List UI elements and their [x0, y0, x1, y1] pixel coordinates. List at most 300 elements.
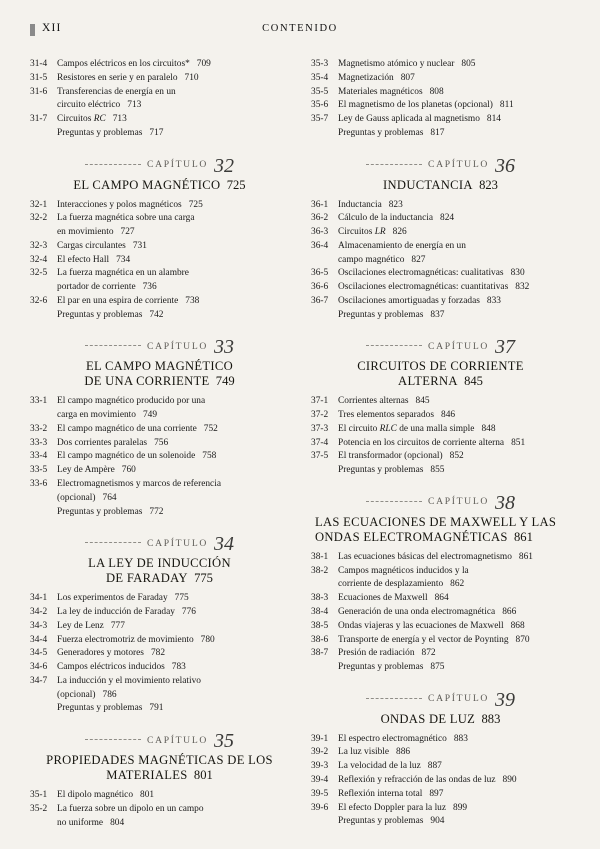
toc-entry-title: Generadores y motores 782	[57, 648, 166, 659]
toc-entry-title: Magnetización 807	[338, 72, 415, 83]
toc-entry[interactable]	[30, 295, 289, 308]
toc-entry-page: 801	[140, 790, 155, 801]
toc-entry[interactable]	[30, 58, 289, 71]
toc-entry-page: 736	[142, 282, 157, 293]
toc-entry-number: 34-2	[30, 606, 48, 617]
toc-entry[interactable]	[30, 267, 289, 280]
toc-entry-title: Tres elementos separados 846	[338, 410, 456, 421]
chapter-entry-group	[311, 733, 570, 828]
toc-entry-title: en movimiento 727	[57, 227, 135, 238]
toc-entry[interactable]	[311, 661, 570, 674]
toc-entry-title: Interacciones y polos magnéticos 725	[57, 199, 203, 210]
toc-entry[interactable]	[311, 606, 570, 619]
toc-entry[interactable]	[30, 127, 289, 140]
toc-entry-page: 883	[453, 733, 468, 744]
toc-entry[interactable]	[30, 409, 289, 422]
toc-entry-number: 38-3	[311, 593, 329, 604]
toc-entry-title: Circuitos RC 713	[57, 114, 127, 125]
toc-entry-number: 39-2	[311, 747, 329, 758]
toc-entry[interactable]	[311, 620, 570, 633]
chapter-heading[interactable]	[30, 336, 289, 389]
chapter-title-page: 775	[187, 571, 213, 586]
toc-entry[interactable]	[311, 58, 570, 71]
toc-entry[interactable]	[311, 551, 570, 564]
toc-entry-page: 887	[427, 761, 442, 772]
toc-entry[interactable]	[311, 733, 570, 746]
toc-entry-title: El circuito RLC de una malla simple 848	[338, 423, 496, 434]
toc-entry[interactable]	[311, 774, 570, 787]
toc-entry-page: 804	[110, 817, 125, 828]
dashed-rule-icon	[85, 164, 141, 166]
toc-entry[interactable]	[311, 254, 570, 267]
chapter-entry-group	[30, 199, 289, 322]
toc-entry-title: Las ecuaciones básicas del electromagnetismo 861	[338, 551, 533, 562]
chapter-entry-group	[311, 199, 570, 322]
toc-entry[interactable]	[311, 212, 570, 225]
toc-entry-page: 758	[202, 451, 217, 462]
toc-entry-title: Ley de Lenz 777	[57, 620, 125, 631]
toc-entry[interactable]	[311, 802, 570, 815]
toc-entry[interactable]	[30, 675, 289, 688]
toc-entry-title: Ley de Gauss aplicada al magnetismo 814	[338, 114, 501, 125]
toc-entry-page: 890	[502, 775, 517, 786]
toc-entry-title: Campos magnéticos inducidos y la	[338, 565, 469, 576]
toc-entry-number: 34-5	[30, 648, 48, 659]
toc-entry-title: campo magnético 827	[338, 254, 426, 265]
toc-entry-page: 848	[481, 423, 496, 434]
toc-entry-title: El efecto Hall 734	[57, 254, 131, 265]
chapter-title[interactable]: LAS ECUACIONES DE MAXWELL Y LAS ONDAS ELECTROMAGNÉTICAS 861	[315, 514, 557, 544]
toc-entry-number: 36-2	[311, 213, 329, 224]
toc-entry[interactable]	[311, 592, 570, 605]
toc-entry-title: Preguntas y problemas 875	[338, 662, 445, 673]
toc-entry-page: 852	[449, 451, 464, 462]
toc-entry-page: 783	[171, 662, 186, 673]
toc-entry-page: 791	[149, 703, 164, 714]
toc-entry[interactable]	[311, 423, 570, 436]
chapter-number: 34	[214, 533, 235, 556]
toc-entry-title: Preguntas y problemas 904	[338, 816, 445, 827]
toc-entry[interactable]	[30, 423, 289, 436]
toc-entry-page: 749	[142, 410, 158, 421]
chapter-label-line	[311, 155, 570, 175]
dashed-rule-icon	[85, 542, 141, 544]
toc-entry[interactable]	[30, 113, 289, 126]
chapter-label: CAPÍTULO	[146, 159, 209, 170]
toc-entry[interactable]	[311, 760, 570, 773]
toc-entry-title: Materiales magnéticos 808	[338, 86, 444, 97]
toc-entry[interactable]	[311, 450, 570, 463]
toc-entry-page: 823	[388, 199, 403, 210]
toc-entry-page: 731	[132, 240, 147, 251]
chapter-label: CAPÍTULO	[427, 693, 490, 705]
toc-entry-number: 38-2	[311, 565, 329, 576]
chapter-label: CAPÍTULO	[146, 340, 209, 352]
toc-entry-number: 37-1	[311, 396, 329, 407]
toc-entry[interactable]	[30, 464, 289, 477]
chapter-label: CAPÍTULO	[427, 340, 490, 352]
toc-entry-page: 727	[120, 227, 135, 238]
dashed-rule-icon	[366, 164, 422, 166]
toc-entry-title: Ley de Ampère 760	[57, 465, 136, 476]
dashed-rule-icon	[366, 501, 422, 503]
toc-entry-title: El dipolo magnético 801	[57, 790, 155, 801]
toc-column-right	[311, 54, 570, 830]
page-folio: XII	[42, 22, 62, 34]
toc-entry-page: 846	[441, 410, 456, 421]
toc-entry[interactable]	[30, 212, 289, 225]
toc-entry[interactable]	[311, 72, 570, 85]
toc-entry-page: 772	[149, 506, 164, 517]
toc-entry-title: Oscilaciones amortiguadas y forzadas 833	[338, 295, 501, 306]
toc-entry-number: 35-1	[30, 790, 48, 801]
toc-entry-page: 738	[185, 295, 200, 306]
chapter-heading[interactable]	[30, 730, 289, 783]
chapter-number: 35	[214, 730, 235, 753]
toc-entry[interactable]	[311, 437, 570, 450]
toc-entry-page: 710	[184, 72, 199, 83]
chapter-heading[interactable]	[30, 533, 289, 586]
chapter-entry-group	[311, 395, 570, 477]
toc-entry-page: 756	[154, 437, 169, 448]
toc-entry[interactable]	[30, 606, 289, 619]
toc-entry-page: 833	[486, 295, 501, 306]
toc-entry-page: 782	[150, 648, 166, 659]
toc-entry-title: La fuerza magnética en un alambre	[57, 268, 189, 279]
toc-entry-page: 725	[188, 199, 203, 210]
chapter-title-page: 801	[187, 768, 213, 783]
toc-column-left	[30, 54, 289, 830]
toc-entry-page: 777	[110, 620, 125, 631]
toc-entry-number: 33-3	[30, 437, 48, 448]
toc-entry[interactable]	[30, 647, 289, 660]
toc-entry-number: 36-4	[311, 240, 329, 251]
chapter-entry-group	[30, 592, 289, 715]
chapter-entry-group	[311, 551, 570, 674]
toc-entry[interactable]	[311, 240, 570, 253]
toc-entry-number: 39-1	[311, 733, 329, 744]
toc-entry-title: Generación de una onda electromagnética 866	[338, 606, 517, 617]
toc-entry-number: 33-1	[30, 396, 48, 407]
toc-entry[interactable]	[30, 240, 289, 253]
toc-entry-number: 35-5	[311, 86, 329, 97]
toc-entry[interactable]	[30, 395, 289, 408]
toc-entry-number: 38-1	[311, 551, 329, 562]
toc-entry-title: La luz visible 886	[338, 747, 411, 758]
toc-entry-number: 31-5	[30, 72, 48, 83]
toc-entry-number: 35-2	[30, 803, 48, 814]
toc-continued-entries	[311, 58, 570, 140]
toc-entry[interactable]	[30, 199, 289, 212]
toc-entry[interactable]	[30, 634, 289, 647]
toc-entry-page: 752	[203, 423, 218, 434]
toc-entry-page: 864	[434, 593, 449, 604]
toc-entry[interactable]	[30, 592, 289, 605]
toc-entry-page: 760	[121, 465, 136, 476]
toc-entry[interactable]	[311, 788, 570, 801]
chapter-heading[interactable]	[311, 492, 570, 545]
dashed-rule-icon	[366, 698, 422, 700]
toc-entry-title: El transformador (opcional) 852	[338, 451, 464, 462]
toc-entry[interactable]	[30, 478, 289, 491]
toc-entry[interactable]	[30, 817, 289, 830]
toc-entry[interactable]	[30, 99, 289, 112]
toc-entry-number: 32-1	[30, 199, 48, 210]
toc-entry-page: 837	[430, 309, 445, 320]
toc-entry-page: 811	[499, 100, 514, 111]
toc-entry[interactable]	[30, 86, 289, 99]
toc-entry-page: 734	[116, 254, 131, 265]
toc-entry-page: 764	[102, 492, 117, 503]
toc-entry-title: Oscilaciones electromagnéticas: cuantitativas 832	[338, 282, 530, 293]
toc-entry-number: 39-4	[311, 775, 329, 786]
toc-entry-page: 805	[461, 59, 476, 69]
toc-entry[interactable]	[30, 620, 289, 633]
toc-columns	[30, 54, 570, 830]
toc-entry-number: 37-3	[311, 423, 329, 434]
toc-entry[interactable]	[30, 789, 289, 802]
toc-entry-title: Preguntas y problemas 742	[57, 309, 164, 320]
toc-entry-page: 875	[430, 662, 445, 673]
toc-entry-title: Fuerza electromotriz de movimiento 780	[57, 634, 215, 645]
chapter-heading[interactable]	[30, 155, 289, 193]
toc-entry[interactable]	[311, 267, 570, 280]
toc-entry[interactable]	[311, 578, 570, 591]
toc-entry-title: portador de corriente 736	[57, 282, 157, 293]
toc-entry[interactable]	[30, 702, 289, 715]
toc-entry-title: El espectro electromagnético 883	[338, 733, 468, 744]
toc-entry[interactable]	[311, 295, 570, 308]
toc-entry[interactable]	[311, 395, 570, 408]
toc-entry-number: 34-4	[30, 634, 48, 645]
toc-entry-number: 33-6	[30, 479, 48, 490]
toc-entry-number: 36-1	[311, 199, 329, 210]
chapter-heading[interactable]	[311, 689, 570, 727]
toc-entry[interactable]	[30, 72, 289, 85]
toc-entry-number: 35-3	[311, 59, 329, 69]
chapter-number: 37	[495, 336, 516, 359]
toc-entry-title: Preguntas y problemas 837	[338, 309, 445, 320]
chapter-label-line	[30, 533, 289, 556]
toc-entry-number: 38-6	[311, 634, 329, 645]
chapter-number: 32	[214, 154, 235, 177]
toc-entry[interactable]	[311, 746, 570, 759]
chapter-label-line	[311, 689, 570, 709]
toc-entry-number: 36-5	[311, 268, 329, 279]
chapter-number: 38	[495, 491, 516, 514]
toc-entry-page: 780	[200, 634, 215, 645]
toc-entry-number: 32-3	[30, 240, 48, 251]
toc-entry-page: 742	[149, 309, 164, 320]
toc-entry-number: 34-3	[30, 620, 48, 631]
chapter-title[interactable]: EL CAMPO MAGNÉTICO DE UNA CORRIENTE 749	[84, 359, 235, 389]
toc-entry-number: 35-4	[311, 72, 329, 83]
toc-entry-title: El par en una espira de corriente 738	[57, 295, 200, 306]
toc-entry[interactable]	[311, 815, 570, 828]
toc-entry[interactable]	[311, 309, 570, 322]
chapter-title-page: 725	[220, 177, 246, 192]
toc-entry[interactable]	[311, 127, 570, 140]
toc-entry-title: Transporte de energía y el vector de Poynting 870	[338, 634, 530, 645]
toc-entry-title: Preguntas y problemas 855	[338, 465, 445, 476]
toc-entry-number: 34-1	[30, 593, 48, 604]
toc-entry[interactable]	[311, 634, 570, 647]
toc-entry[interactable]	[30, 492, 289, 505]
chapter-title[interactable]: ONDAS DE LUZ 883	[380, 711, 501, 726]
toc-entry-number: 39-3	[311, 761, 329, 772]
chapter-title-page: 749	[209, 374, 235, 389]
toc-entry-title: Presión de radiación 872	[338, 648, 436, 659]
toc-entry-title: Preguntas y problemas 791	[57, 703, 164, 714]
toc-entry-page: 808	[429, 86, 444, 97]
toc-entry-title: Oscilaciones electromagnéticas: cualitativas 830	[338, 268, 525, 279]
toc-entry-title: Transferencias de energía en un	[57, 86, 176, 97]
toc-entry-page: 717	[149, 127, 164, 138]
toc-entry-number: 34-6	[30, 662, 48, 673]
chapter-label-line	[311, 336, 570, 359]
toc-entry-title: El magnetismo de los planetas (opcional) 811	[338, 100, 514, 111]
toc-entry-title: La fuerza magnética sobre una carga	[57, 213, 195, 224]
toc-entry-title: (opcional) 786	[57, 689, 117, 700]
toc-entry-title: Ondas viajeras y las ecuaciones de Maxwell 868	[338, 620, 525, 631]
toc-entry-number: 32-5	[30, 268, 48, 279]
toc-entry-number: 37-4	[311, 437, 329, 448]
chapter-title-page: 823	[472, 177, 498, 192]
toc-entry-page: 866	[502, 606, 517, 617]
toc-entry[interactable]	[311, 647, 570, 660]
toc-entry-page: 872	[421, 648, 436, 659]
toc-entry-title: La velocidad de la luz 887	[338, 761, 442, 772]
toc-entry[interactable]	[311, 409, 570, 422]
toc-entry-page: 827	[411, 254, 426, 265]
toc-entry[interactable]	[30, 226, 289, 239]
chapter-number: 33	[214, 336, 235, 359]
toc-entry-page: 709	[196, 59, 211, 69]
toc-entry-page: 814	[486, 114, 501, 125]
toc-entry-number: 32-4	[30, 254, 48, 265]
toc-entry-title: Corrientes alternas 845	[338, 396, 430, 407]
toc-entry-title: El campo magnético de un solenoide 758	[57, 451, 217, 462]
toc-entry-page: 868	[510, 620, 525, 631]
toc-entry[interactable]	[30, 450, 289, 463]
toc-entry-title: Potencia en los circuitos de corriente alterna 851	[338, 437, 526, 448]
toc-entry-title: circuito eléctrico 713	[57, 100, 142, 111]
toc-entry-number: 31-6	[30, 86, 48, 97]
toc-entry-number: 32-2	[30, 213, 48, 224]
toc-entry-title: Los experimentos de Faraday 775	[57, 593, 189, 604]
toc-entry[interactable]	[311, 281, 570, 294]
toc-entry-page: 776	[181, 606, 196, 617]
chapter-number: 36	[495, 154, 516, 177]
toc-entry[interactable]	[311, 99, 570, 112]
chapter-label-line	[30, 336, 289, 359]
chapter-label: CAPÍTULO	[146, 734, 209, 746]
chapter-title-page: 845	[457, 374, 483, 389]
toc-entry[interactable]	[30, 309, 289, 322]
dashed-rule-icon	[366, 345, 422, 347]
toc-entry-page: 713	[112, 114, 127, 125]
chapter-title[interactable]: EL CAMPO MAGNÉTICO 725	[73, 177, 246, 192]
chapter-title[interactable]: CIRCUITOS DE CORRIENTE ALTERNA 845	[357, 359, 524, 389]
chapter-title[interactable]: INDUCTANCIA 823	[383, 177, 498, 192]
chapter-heading[interactable]	[311, 155, 570, 193]
toc-entry-page: 862	[450, 579, 465, 590]
toc-entry-title: Preguntas y problemas 717	[57, 127, 164, 138]
toc-entry[interactable]	[311, 86, 570, 99]
toc-entry-title: Preguntas y problemas 772	[57, 506, 164, 517]
toc-entry[interactable]	[30, 689, 289, 702]
toc-entry-number: 33-2	[30, 423, 48, 434]
toc-entry-title: Resistores en serie y en paralelo 710	[57, 72, 199, 83]
chapter-heading[interactable]	[311, 336, 570, 389]
toc-entry-page: 817	[430, 127, 445, 138]
toc-entry-page: 830	[510, 268, 525, 279]
toc-entry-title: Ecuaciones de Maxwell 864	[338, 593, 449, 604]
chapter-title-page: 861	[507, 529, 533, 544]
toc-entry-page: 824	[440, 213, 455, 224]
chapter-label-line	[311, 492, 570, 512]
chapter-title[interactable]: LA LEY DE INDUCCIÓN DE FARADAY 775	[88, 556, 231, 586]
toc-entry[interactable]	[30, 254, 289, 267]
toc-entry-page: 713	[127, 100, 142, 111]
toc-entry[interactable]	[30, 803, 289, 816]
chapter-title[interactable]: PROPIEDADES MAGNÉTICAS DE LOS MATERIALES 801	[46, 753, 273, 783]
toc-entry-title: no uniforme 804	[57, 817, 125, 828]
toc-entry-title: Reflexión y refracción de las ondas de luz 890	[338, 775, 517, 786]
toc-entry-page: 886	[396, 747, 411, 758]
toc-entry[interactable]	[311, 565, 570, 578]
toc-entry-title: (opcional) 764	[57, 492, 117, 503]
toc-continued-entries	[30, 58, 289, 140]
toc-entry[interactable]	[30, 506, 289, 519]
toc-entry-title: La ley de inducción de Faraday 776	[57, 606, 196, 617]
toc-entry-number: 31-7	[30, 114, 48, 125]
toc-entry-number: 33-4	[30, 451, 48, 462]
toc-entry[interactable]	[311, 464, 570, 477]
toc-entry-number: 34-7	[30, 675, 48, 686]
toc-entry-page: 845	[415, 396, 430, 407]
toc-entry[interactable]	[30, 437, 289, 450]
dashed-rule-icon	[85, 739, 141, 741]
chapter-title-page: 883	[475, 711, 501, 726]
chapter-entry-group	[30, 395, 289, 518]
toc-entry-number: 38-5	[311, 620, 329, 631]
toc-entry[interactable]	[311, 113, 570, 126]
toc-entry-page: 832	[515, 282, 530, 293]
toc-entry[interactable]	[30, 281, 289, 294]
toc-entry-page: 786	[102, 689, 117, 700]
toc-entry-title: Preguntas y problemas 817	[338, 127, 445, 138]
toc-entry-title: Campos eléctricos en los circuitos* 709	[57, 59, 211, 69]
chapter-entry-group	[30, 789, 289, 829]
toc-entry-number: 39-5	[311, 788, 329, 799]
toc-entry-title: Circuitos LR 826	[338, 227, 407, 238]
toc-entry-page: 899	[453, 802, 468, 813]
toc-entry[interactable]	[311, 199, 570, 212]
toc-entry-page: 807	[400, 72, 415, 83]
chapter-label-line	[30, 155, 289, 175]
toc-entry-title: Cálculo de la inductancia 824	[338, 213, 455, 224]
toc-entry-number: 38-7	[311, 648, 329, 659]
toc-entry[interactable]	[30, 661, 289, 674]
toc-entry-page: 851	[511, 437, 526, 448]
toc-entry[interactable]	[311, 226, 570, 239]
toc-entry-title: Dos corrientes paralelas 756	[57, 437, 169, 448]
toc-entry-title: Cargas circulantes 731	[57, 240, 147, 251]
chapter-number: 39	[495, 688, 516, 711]
toc-entry-number: 36-7	[311, 295, 329, 306]
toc-entry-page: 775	[174, 593, 189, 604]
